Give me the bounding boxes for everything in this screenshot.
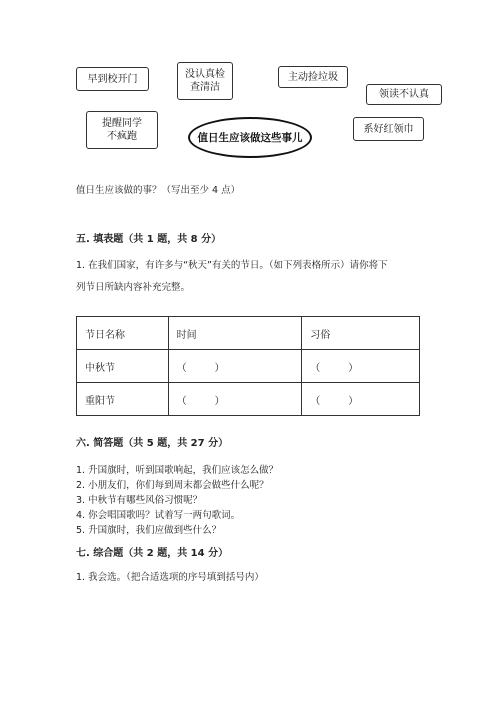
option-box-5-line-2: 不疯跑 <box>107 131 137 142</box>
table-header-name: 节日名称 <box>77 317 169 350</box>
option-box-6 <box>353 117 424 141</box>
festival-name: 重阳节 <box>77 383 169 416</box>
section5-q1-line2: 列节日所缺内容补充完整。 <box>76 282 191 293</box>
section7-q1: 1. 我会选。（把合适选项的序号填到括号内） <box>76 572 264 583</box>
table-header-row <box>77 317 420 350</box>
paren-close: ） <box>214 362 225 374</box>
diagram-question: 值日生应该做的事？（写出至少 4 点） <box>76 185 241 196</box>
option-box-2 <box>177 62 233 100</box>
paren-open: （ <box>310 395 321 407</box>
option-box-5 <box>86 111 158 149</box>
time-parens <box>177 392 225 407</box>
center-oval <box>188 117 312 158</box>
section6-question-4: 4. 你会唱国歌吗？试着写一两句歌词。 <box>76 510 241 521</box>
section5-q1-line1: 1. 在我们国家，有许多与“秋天”有关的节日。（如下列表格所示）请你将下 <box>76 260 388 271</box>
custom-parens <box>310 359 358 374</box>
section6-question-2: 2. 小朋友们，你们每到周末都会做些什么呢？ <box>76 480 269 491</box>
option-box-2-line-1: 没认真检 <box>185 69 225 80</box>
table-header-custom: 习俗 <box>302 317 420 350</box>
section5-heading: 五. 填表题（共 1 题，共 8 分） <box>76 234 222 245</box>
option-box-1-text: 早到校开门 <box>87 73 138 85</box>
paren-open: （ <box>176 395 187 407</box>
option-box-4-text: 领读不认真 <box>379 89 429 100</box>
custom-blank[interactable] <box>302 383 420 416</box>
table-header-time: 时间 <box>168 317 302 350</box>
option-box-5-line-1: 提醒同学 <box>102 118 142 129</box>
section6-question-1: 1. 升国旗时，听到国歌响起，我们应该怎么做？ <box>76 465 279 476</box>
section7-heading: 七. 综合题（共 2 题，共 14 分） <box>76 548 229 559</box>
option-box-3-text: 主动捡垃圾 <box>288 71 338 83</box>
paren-close: ） <box>214 395 225 407</box>
custom-blank[interactable] <box>302 350 420 383</box>
table-row <box>77 383 420 416</box>
section6-question-5: 5. 升国旗时，我们应做到些什么？ <box>76 525 222 536</box>
option-box-4 <box>366 84 442 105</box>
paren-close: ） <box>348 395 359 407</box>
festival-name: 中秋节 <box>77 350 169 383</box>
section6-question-3: 3. 中秋节有哪些风俗习惯呢？ <box>76 495 203 506</box>
paren-close: ） <box>348 362 359 374</box>
center-oval-text: 值日生应该做这些事儿 <box>197 132 303 144</box>
paren-open: （ <box>310 362 321 374</box>
time-blank[interactable] <box>168 383 302 416</box>
option-box-6-text: 系好红领巾 <box>363 123 414 135</box>
paren-open: （ <box>176 362 187 374</box>
option-box-3 <box>278 66 348 88</box>
table-row <box>77 350 420 383</box>
time-parens <box>177 359 225 374</box>
custom-parens <box>310 392 358 407</box>
section6-heading: 六. 简答题（共 5 题，共 27 分） <box>76 438 229 449</box>
festival-table <box>76 316 420 416</box>
option-box-2-line-2: 查清洁 <box>190 82 220 93</box>
time-blank[interactable] <box>168 350 302 383</box>
option-box-1 <box>76 67 149 91</box>
